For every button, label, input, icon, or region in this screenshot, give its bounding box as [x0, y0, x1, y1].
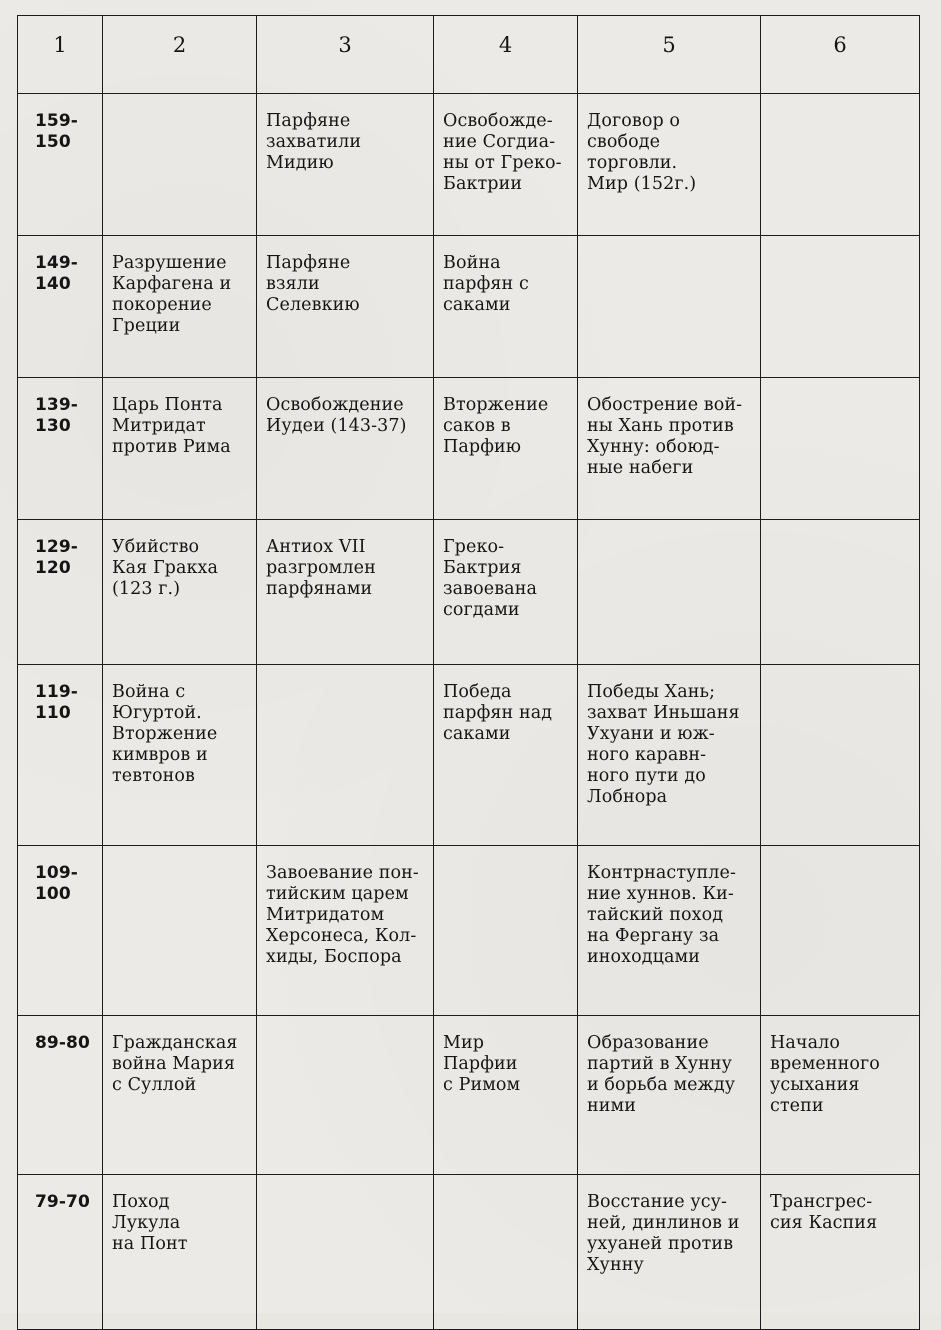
table-row [18, 520, 920, 665]
table-cell: Антиох VII разгромлен парфянами [257, 520, 434, 665]
table-cell [761, 94, 920, 236]
table-cell [434, 846, 578, 1016]
table-cell: Разрушение Карфагена и покорение Греции [103, 236, 257, 378]
chronology-table [17, 15, 920, 1330]
table-cell: Освобождение Иудеи (143-37) [257, 378, 434, 520]
table-cell [761, 236, 920, 378]
year-cell: 159- 150 [18, 94, 103, 236]
table-row [18, 665, 920, 846]
table-cell [761, 520, 920, 665]
table-cell: Договор о свободе торговли. Мир (152г.) [578, 94, 761, 236]
year-cell: 129- 120 [18, 520, 103, 665]
table-cell: Образование партий в Хунну и борьба между ними [578, 1016, 761, 1175]
table-cell: Парфяне взяли Селевкию [257, 236, 434, 378]
table-row [18, 378, 920, 520]
table-row [18, 846, 920, 1016]
column-header-2: 2 [103, 16, 257, 94]
year-cell: 79-70 [18, 1175, 103, 1330]
table-cell: Греко- Бактрия завоевана согдами [434, 520, 578, 665]
table-cell [257, 1175, 434, 1330]
year-cell: 149- 140 [18, 236, 103, 378]
table-row [18, 1016, 920, 1175]
table-cell: Завоевание пон- тийским царем Митридатом Херсонеса, Кол- хиды, Боспора [257, 846, 434, 1016]
table-cell: Гражданская война Мария с Суллой [103, 1016, 257, 1175]
table-cell: Война парфян с саками [434, 236, 578, 378]
table-row [18, 236, 920, 378]
table-cell [578, 520, 761, 665]
column-header-3: 3 [257, 16, 434, 94]
table-cell [761, 665, 920, 846]
column-header-6: 6 [761, 16, 920, 94]
table-cell: Мир Парфии с Римом [434, 1016, 578, 1175]
table-cell [578, 236, 761, 378]
header-row [18, 16, 920, 94]
column-header-4: 4 [434, 16, 578, 94]
column-header-5: 5 [578, 16, 761, 94]
table-cell: Война с Югуртой. Вторжение кимвров и тевтонов [103, 665, 257, 846]
table-cell [103, 846, 257, 1016]
table-cell: Вторжение саков в Парфию [434, 378, 578, 520]
table-cell: Победы Хань; захват Иньшаня Ухуани и юж- ного каравн- ного пути до Лобнора [578, 665, 761, 846]
year-cell: 139- 130 [18, 378, 103, 520]
table-cell: Освобожде- ние Согдиа- ны от Греко- Бактрии [434, 94, 578, 236]
table-cell: Трансгрес- сия Каспия [761, 1175, 920, 1330]
table-cell [761, 846, 920, 1016]
table-cell: Обострение вой- ны Хань против Хунну: обоюд- ные набеги [578, 378, 761, 520]
table-cell: Восстание усу- ней, динлинов и ухуаней против Хунну [578, 1175, 761, 1330]
year-cell: 119- 110 [18, 665, 103, 846]
column-header-1: 1 [18, 16, 103, 94]
table-cell [257, 1016, 434, 1175]
table-cell: Контрнаступле- ние хуннов. Ки- тайский поход на Фергану за иноходцами [578, 846, 761, 1016]
year-cell: 109- 100 [18, 846, 103, 1016]
table-row [18, 1175, 920, 1330]
table-cell: Победа парфян над саками [434, 665, 578, 846]
table-cell [257, 665, 434, 846]
year-cell: 89-80 [18, 1016, 103, 1175]
table-cell: Парфяне захватили Мидию [257, 94, 434, 236]
table-cell [103, 94, 257, 236]
table-cell: Убийство Кая Гракха (123 г.) [103, 520, 257, 665]
table-cell: Начало временного усыхания степи [761, 1016, 920, 1175]
table-cell: Царь Понта Митридат против Рима [103, 378, 257, 520]
table-cell [761, 378, 920, 520]
table-cell: Поход Лукула на Понт [103, 1175, 257, 1330]
table-cell [434, 1175, 578, 1330]
table-row [18, 94, 920, 236]
